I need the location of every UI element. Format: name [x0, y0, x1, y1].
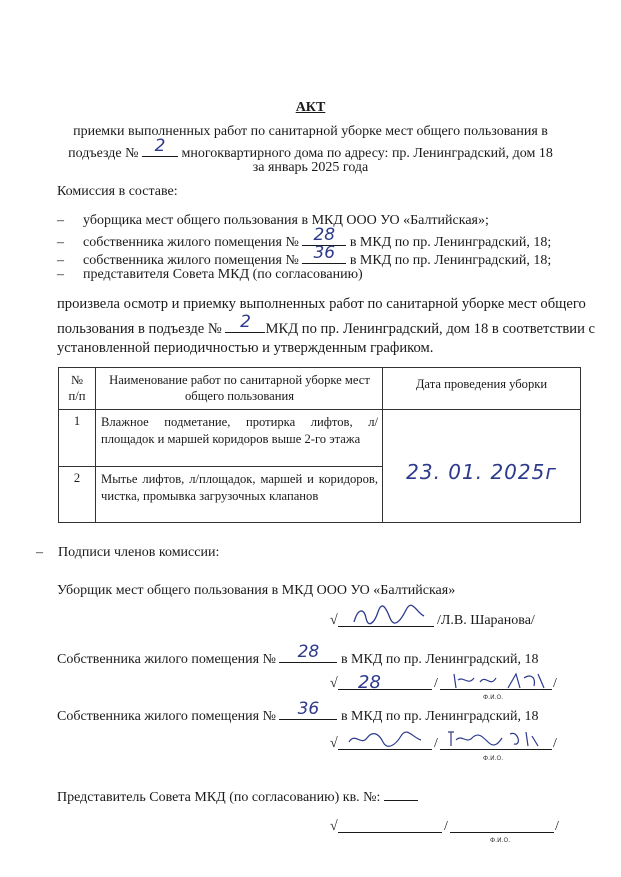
- apartment-number-handwritten: 36: [313, 243, 336, 263]
- slash: /: [555, 819, 559, 834]
- check-mark: √: [330, 676, 338, 691]
- representative-label: Представитель Совета МКД (по согласованию) кв. №:: [57, 790, 381, 805]
- apartment-number-field: [279, 642, 337, 663]
- commission-heading: Комиссия в составе:: [57, 184, 178, 199]
- apartment-number-field: [279, 699, 337, 720]
- list-bullet: –: [57, 253, 64, 268]
- apartment-number-handwritten: 28: [313, 225, 336, 245]
- owner-1-pre: Собственника жилого помещения №: [57, 652, 276, 667]
- list-bullet: –: [57, 267, 64, 282]
- paragraph-line-2: [57, 312, 596, 338]
- cleaner-label: Уборщик мест общего пользования в МКД ООО УО «Балтийская»: [57, 583, 456, 598]
- row-num: 1: [59, 410, 96, 467]
- table-row: [59, 410, 581, 467]
- subtitle-line-2-pre: подъезде №: [68, 146, 139, 161]
- list-bullet: –: [57, 235, 64, 250]
- table-header-row: [59, 368, 581, 410]
- document-title: АКТ: [295, 100, 326, 115]
- slash: /: [434, 736, 438, 751]
- check-mark: √: [330, 819, 338, 834]
- owner-1-post: в МКД по пр. Ленинградский, 18: [340, 652, 539, 667]
- subtitle-line-2-post: многоквартирного дома по адресу: пр. Ленинградский, дом 18: [181, 146, 553, 161]
- owner-2-pre: Собственника жилого помещения №: [57, 709, 276, 724]
- owner-2-post: в МКД по пр. Ленинградский, 18: [340, 709, 539, 724]
- representative-apartment-field: [384, 788, 418, 801]
- date-handwritten: 23. 01. 2025г: [406, 460, 557, 484]
- header-date: Дата проведения уборки: [383, 368, 581, 410]
- row-num: 2: [59, 467, 96, 523]
- apartment-number-handwritten: 28: [297, 642, 320, 662]
- slash: /: [444, 819, 448, 834]
- cleaner-signature: [350, 604, 430, 628]
- commission-item-text: собственника жилого помещения №: [83, 253, 299, 268]
- list-bullet: –: [57, 213, 64, 228]
- subtitle-line-3: за январь 2025 года: [252, 160, 369, 175]
- subtitle-line-2: [0, 136, 621, 162]
- commission-item-cleaner: [57, 213, 489, 229]
- entrance-number-field: [225, 312, 265, 333]
- entrance-number-handwritten: 2: [240, 312, 251, 332]
- check-mark: √: [330, 736, 338, 751]
- owner-1-signature: 28: [358, 672, 381, 693]
- fio-caption: Ф.И.О.: [490, 837, 511, 844]
- commission-item-text: в МКД по пр. Ленинградский, 18;: [349, 253, 552, 268]
- check-mark: √: [330, 613, 338, 628]
- paragraph-line-2-pre: пользования в подъезде №: [57, 321, 222, 337]
- entrance-number-handwritten: 2: [154, 136, 166, 156]
- works-table: [58, 367, 581, 523]
- commission-item-text: в МКД по пр. Ленинградский, 18;: [349, 235, 552, 250]
- owner-2-fio-signature: [444, 726, 552, 750]
- slash: /: [553, 676, 557, 691]
- list-bullet: –: [36, 545, 43, 560]
- header-name: Наименование работ по санитарной уборке мест общего пользования: [96, 368, 383, 410]
- owner-2-line: [57, 699, 539, 725]
- representative-line: [57, 788, 418, 806]
- signatures-heading-text: Подписи членов комиссии:: [58, 545, 220, 560]
- row-name: Мытье лифтов, л/площадок, маршей и коридоров, чистка, промывка загрузочных клапанов: [96, 467, 383, 523]
- representative-fio-line: [450, 819, 554, 833]
- fio-caption: Ф.И.О.: [483, 755, 504, 762]
- subtitle-line-1: приемки выполненных работ по санитарной уборке мест общего пользования в: [73, 124, 548, 139]
- commission-item-text: собственника жилого помещения №: [83, 235, 299, 250]
- commission-item-council: [57, 267, 363, 283]
- commission-item-owner-2: [57, 243, 552, 269]
- fio-caption: Ф.И.О.: [483, 694, 504, 701]
- owner-1-signature-line: [338, 676, 432, 690]
- owner-2-signature: [345, 728, 425, 750]
- paragraph-line-3: установленной периодичностью и утвержденным графиком.: [57, 340, 434, 356]
- paragraph-line-2-post: МКД по пр. Ленинградский, дом 18 в соответствии с: [265, 321, 596, 337]
- commission-item-text: уборщика мест общего пользования в МКД ООО УО «Балтийская»;: [83, 213, 489, 228]
- owner-1-line: [57, 642, 539, 668]
- apartment-number-field: [302, 243, 346, 264]
- slash: /: [553, 736, 557, 751]
- signatures-heading: [36, 545, 219, 561]
- slash: /: [434, 676, 438, 691]
- header-num: № п/п: [59, 368, 96, 410]
- apartment-number-handwritten: 36: [297, 699, 320, 719]
- commission-item-text: представителя Совета МКД (по согласованию): [83, 267, 363, 282]
- paragraph-line-1: произвела осмотр и приемку выполненных работ по санитарной уборке мест общего: [57, 296, 586, 312]
- owner-1-fio-signature: [450, 668, 550, 692]
- date-cell: [383, 410, 581, 523]
- row-name: Влажное подметание, протирка лифтов, л/площадок и маршей коридоров выше 2-го этажа: [96, 410, 383, 467]
- representative-signature-line: [338, 819, 442, 833]
- cleaner-name: /Л.В. Шаранова/: [437, 613, 535, 628]
- entrance-number-field: [142, 136, 178, 157]
